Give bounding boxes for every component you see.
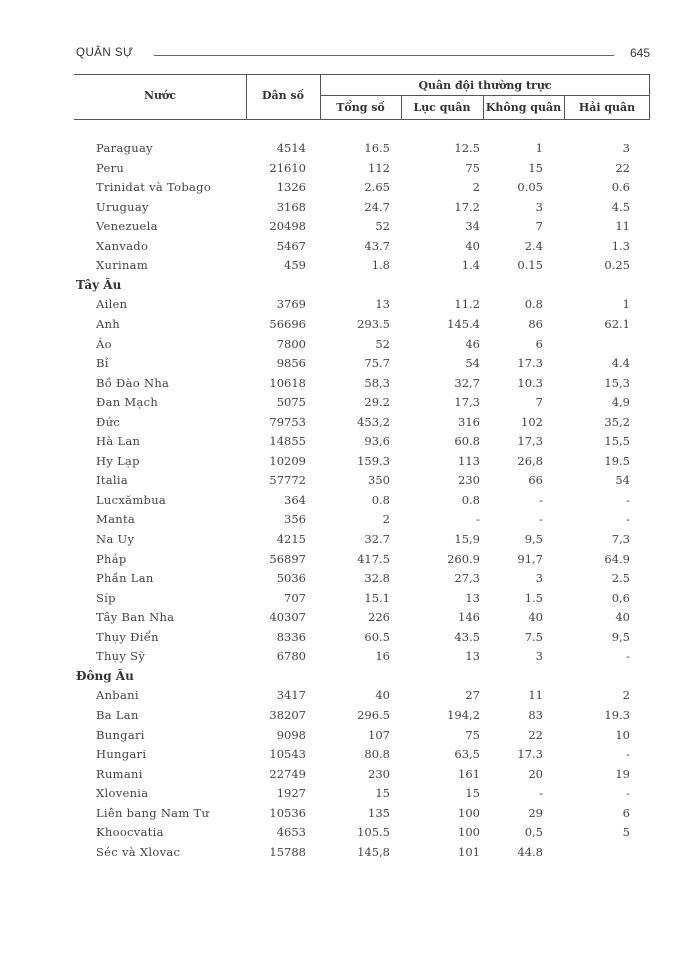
airforce-cell: 9,5 [524, 532, 543, 546]
subheader-rule [320, 95, 649, 96]
navy-cell: 2.5 [611, 571, 630, 585]
country-name: Manta [96, 512, 136, 526]
army-cell: 54 [465, 356, 480, 370]
col-header-country: Nước [143, 89, 177, 102]
table-row [0, 747, 683, 766]
table-header [74, 74, 650, 120]
army-cell: 15 [465, 786, 480, 800]
table-row [0, 512, 683, 531]
total-cell: 107 [368, 728, 390, 742]
population-cell: 57772 [269, 473, 306, 487]
country-name: Venezuela [96, 219, 158, 233]
army-cell: 11.2 [454, 297, 480, 311]
population-cell: 38207 [269, 708, 306, 722]
country-name: Anh [96, 317, 121, 331]
airforce-cell: 66 [528, 473, 543, 487]
table-row [0, 395, 683, 414]
airforce-cell: 7.5 [524, 630, 543, 644]
population-cell: 4653 [276, 825, 306, 839]
country-name: Lucxămbua [96, 493, 167, 507]
col-header-total: Tổng số [336, 101, 385, 114]
army-cell: 100 [458, 806, 480, 820]
country-name: Paraguay [96, 141, 153, 155]
total-cell: 105.5 [357, 825, 390, 839]
country-name: Trinidat và Tobago [96, 180, 212, 194]
table-row [0, 376, 683, 395]
army-cell: 40 [465, 239, 480, 253]
population-cell: 5036 [276, 571, 306, 585]
navy-cell: - [626, 512, 630, 526]
population-cell: 79753 [269, 415, 306, 429]
navy-cell: 1 [622, 297, 630, 311]
total-cell: 43.7 [364, 239, 390, 253]
airforce-cell: 26,8 [517, 454, 543, 468]
country-name: Xurinam [96, 258, 149, 272]
table-row [0, 786, 683, 805]
airforce-cell: 1 [535, 141, 543, 155]
total-cell: 417.5 [357, 552, 390, 566]
table-row [0, 200, 683, 219]
airforce-cell: 17,3 [517, 434, 543, 448]
total-cell: 60.5 [364, 630, 390, 644]
table-row [0, 630, 683, 649]
total-cell: 453,2 [357, 415, 390, 429]
table-row [0, 141, 683, 160]
navy-cell: - [626, 747, 630, 761]
army-cell: 101 [458, 845, 480, 859]
population-cell: 8336 [276, 630, 306, 644]
country-name: Rumani [96, 767, 143, 781]
country-name: Thụy Sỹ [96, 649, 146, 663]
airforce-cell: - [539, 786, 543, 800]
table-row [0, 591, 683, 610]
airforce-cell: 44.8 [517, 845, 543, 859]
total-cell: 2.65 [364, 180, 390, 194]
navy-cell: 4.5 [611, 200, 630, 214]
population-cell: 10618 [269, 376, 306, 390]
table-row [0, 493, 683, 512]
table-row [0, 532, 683, 551]
army-cell: 12.5 [454, 141, 480, 155]
total-cell: 1.8 [371, 258, 390, 272]
total-cell: 52 [375, 337, 390, 351]
country-name: Xlovenia [96, 786, 149, 800]
country-name: Síp [96, 591, 116, 605]
army-cell: 17,3 [454, 395, 480, 409]
population-cell: 9098 [276, 728, 306, 742]
population-cell: 20498 [269, 219, 306, 233]
airforce-cell: 83 [528, 708, 543, 722]
population-cell: 3769 [276, 297, 306, 311]
country-name: Liên bang Nam Tư [96, 806, 210, 820]
navy-cell: - [626, 786, 630, 800]
airforce-cell: 11 [528, 688, 543, 702]
total-cell: 32.7 [364, 532, 390, 546]
table-row [0, 649, 683, 668]
total-cell: 159.3 [357, 454, 390, 468]
navy-cell: 5 [622, 825, 630, 839]
population-cell: 5075 [276, 395, 306, 409]
army-cell: 1.4 [461, 258, 480, 272]
country-name: Ba Lan [96, 708, 139, 722]
population-cell: 10209 [269, 454, 306, 468]
country-name: Hungari [96, 747, 147, 761]
navy-cell: 35,2 [604, 415, 630, 429]
airforce-cell: 86 [528, 317, 543, 331]
army-cell: 75 [465, 161, 480, 175]
airforce-cell: 6 [535, 337, 543, 351]
population-cell: 356 [284, 512, 306, 526]
army-cell: 43.5 [454, 630, 480, 644]
total-cell: 32.8 [364, 571, 390, 585]
total-cell: 75.7 [364, 356, 390, 370]
navy-cell: 0.6 [611, 180, 630, 194]
table-row [0, 552, 683, 571]
country-name: Tây Ban Nha [96, 610, 175, 624]
army-cell: 46 [465, 337, 480, 351]
total-cell: 293.5 [357, 317, 390, 331]
population-cell: 56696 [269, 317, 306, 331]
country-name: Uruguay [96, 200, 149, 214]
total-cell: 0.8 [371, 493, 390, 507]
army-cell: 17.2 [454, 200, 480, 214]
region-heading: Tây Âu [76, 278, 122, 292]
country-name: Xanvado [96, 239, 149, 253]
army-cell: 60.8 [454, 434, 480, 448]
table-row [0, 571, 683, 590]
country-name: Khoocvatia [96, 825, 164, 839]
country-name: Thụy Điển [96, 630, 159, 644]
population-cell: 6780 [276, 649, 306, 663]
army-cell: 34 [465, 219, 480, 233]
population-cell: 10536 [269, 806, 306, 820]
country-name: Bungari [96, 728, 145, 742]
army-cell: 15,9 [454, 532, 480, 546]
country-name: Hà Lan [96, 434, 141, 448]
total-cell: 52 [375, 219, 390, 233]
country-name: Na Uy [96, 532, 135, 546]
navy-cell: 4,9 [611, 395, 630, 409]
total-cell: 40 [375, 688, 390, 702]
population-cell: 3168 [276, 200, 306, 214]
table-row [0, 454, 683, 473]
population-cell: 4215 [276, 532, 306, 546]
total-cell: 24.7 [364, 200, 390, 214]
army-cell: 146 [458, 610, 480, 624]
airforce-cell: 0,5 [524, 825, 543, 839]
country-name: Pháp [96, 552, 127, 566]
airforce-cell: 91,7 [517, 552, 543, 566]
country-name: Ailen [96, 297, 128, 311]
total-cell: 29.2 [364, 395, 390, 409]
airforce-cell: 40 [528, 610, 543, 624]
total-cell: 145,8 [357, 845, 390, 859]
table-row [0, 688, 683, 707]
country-name: Bồ Đào Nha [96, 376, 170, 390]
airforce-cell: 20 [528, 767, 543, 781]
total-cell: 58,3 [364, 376, 390, 390]
navy-cell: 11 [615, 219, 630, 233]
army-cell: 75 [465, 728, 480, 742]
army-cell: 194,2 [447, 708, 480, 722]
navy-cell: 0.25 [604, 258, 630, 272]
army-cell: 161 [458, 767, 480, 781]
navy-cell: 1.3 [611, 239, 630, 253]
airforce-cell: 3 [535, 649, 543, 663]
airforce-cell: 7 [535, 219, 543, 233]
table-row [0, 806, 683, 825]
col-header-airforce: Không quân [485, 101, 562, 114]
navy-cell: 4.4 [611, 356, 630, 370]
navy-cell: 2 [622, 688, 630, 702]
header-rule [154, 55, 614, 56]
airforce-cell: 17.3 [517, 747, 543, 761]
table-row [0, 415, 683, 434]
navy-cell: 3 [622, 141, 630, 155]
running-header [76, 47, 650, 63]
navy-cell: 62.1 [604, 317, 630, 331]
airforce-cell: - [539, 512, 543, 526]
col-header-army: Lục quân [413, 101, 471, 114]
table-row [0, 434, 683, 453]
col-header-navy: Hải quân [578, 101, 636, 114]
navy-cell: 15,5 [604, 434, 630, 448]
section-title: QUÂN SỰ [76, 47, 134, 59]
country-name: Hy Lạp [96, 454, 140, 468]
total-cell: 2 [382, 512, 390, 526]
col-header-population: Dân số [261, 89, 305, 102]
population-cell: 707 [284, 591, 306, 605]
population-cell: 14855 [269, 434, 306, 448]
country-name: Séc và Xlovac [96, 845, 181, 859]
navy-cell: 15,3 [604, 376, 630, 390]
population-cell: 56897 [269, 552, 306, 566]
army-cell: 260.9 [447, 552, 480, 566]
table-row [0, 356, 683, 375]
army-cell: 27,3 [454, 571, 480, 585]
table-row [0, 728, 683, 747]
table-row [0, 825, 683, 844]
navy-cell: 19 [615, 767, 630, 781]
country-name: Đức [96, 415, 121, 429]
total-cell: 13 [375, 297, 390, 311]
total-cell: 15 [375, 786, 390, 800]
airforce-cell: 17.3 [517, 356, 543, 370]
navy-cell: 7,3 [611, 532, 630, 546]
army-cell: 113 [458, 454, 480, 468]
airforce-cell: 7 [535, 395, 543, 409]
army-cell: - [476, 512, 480, 526]
population-cell: 15788 [269, 845, 306, 859]
table-row [0, 239, 683, 258]
table-row [0, 219, 683, 238]
country-name: Italia [96, 473, 129, 487]
region-heading: Đông Âu [76, 669, 134, 683]
population-cell: 364 [284, 493, 306, 507]
table-row [0, 180, 683, 199]
army-cell: 13 [465, 649, 480, 663]
airforce-cell: 1.5 [524, 591, 543, 605]
army-cell: 316 [458, 415, 480, 429]
navy-cell: 19.3 [604, 708, 630, 722]
navy-cell: 10 [615, 728, 630, 742]
navy-cell: 9,5 [611, 630, 630, 644]
airforce-cell: 2.4 [524, 239, 543, 253]
airforce-cell: 15 [528, 161, 543, 175]
population-cell: 9856 [276, 356, 306, 370]
army-cell: 2 [472, 180, 480, 194]
total-cell: 226 [368, 610, 390, 624]
airforce-cell: 29 [528, 806, 543, 820]
navy-cell: 19.5 [604, 454, 630, 468]
total-cell: 230 [368, 767, 390, 781]
total-cell: 93,6 [364, 434, 390, 448]
table-row [0, 610, 683, 629]
navy-cell: 40 [615, 610, 630, 624]
navy-cell: 6 [622, 806, 630, 820]
airforce-cell: 0.8 [524, 297, 543, 311]
country-name: Áo [96, 337, 112, 351]
army-cell: 63,5 [454, 747, 480, 761]
population-cell: 459 [284, 258, 306, 272]
total-cell: 296.5 [357, 708, 390, 722]
airforce-cell: 0.15 [517, 258, 543, 272]
country-name: Peru [96, 161, 125, 175]
population-cell: 10543 [269, 747, 306, 761]
population-cell: 1326 [276, 180, 306, 194]
army-cell: 13 [465, 591, 480, 605]
table-row [0, 473, 683, 492]
total-cell: 350 [368, 473, 390, 487]
airforce-cell: 0.05 [517, 180, 543, 194]
population-cell: 7800 [276, 337, 306, 351]
table-row [0, 317, 683, 336]
population-cell: 1927 [276, 786, 306, 800]
army-cell: 100 [458, 825, 480, 839]
country-name: Phần Lan [96, 571, 154, 585]
airforce-cell: 3 [535, 571, 543, 585]
navy-cell: - [626, 649, 630, 663]
army-cell: 27 [465, 688, 480, 702]
table-row [0, 845, 683, 864]
navy-cell: 22 [615, 161, 630, 175]
population-cell: 5467 [276, 239, 306, 253]
table-row [0, 708, 683, 727]
total-cell: 16.5 [364, 141, 390, 155]
airforce-cell: 22 [528, 728, 543, 742]
total-cell: 112 [368, 161, 390, 175]
table-row [0, 337, 683, 356]
country-name: Đan Mạch [96, 395, 159, 409]
navy-cell: 54 [615, 473, 630, 487]
country-name: Bỉ [96, 356, 109, 370]
airforce-cell: - [539, 493, 543, 507]
col-header-standing-army: Quân đội thường trực [418, 79, 552, 92]
total-cell: 135 [368, 806, 390, 820]
airforce-cell: 10.3 [517, 376, 543, 390]
table-row [0, 297, 683, 316]
total-cell: 16 [375, 649, 390, 663]
navy-cell: 0,6 [611, 591, 630, 605]
population-cell: 21610 [269, 161, 306, 175]
total-cell: 80.8 [364, 747, 390, 761]
population-cell: 4514 [276, 141, 306, 155]
navy-cell: 64.9 [604, 552, 630, 566]
country-name: Anbani [96, 688, 139, 702]
navy-cell: - [626, 493, 630, 507]
population-cell: 3417 [276, 688, 306, 702]
army-cell: 230 [458, 473, 480, 487]
army-cell: 32,7 [454, 376, 480, 390]
table-row [0, 161, 683, 180]
total-cell: 15.1 [364, 591, 390, 605]
army-cell: 145.4 [447, 317, 480, 331]
army-cell: 0.8 [461, 493, 480, 507]
table-row [0, 258, 683, 277]
population-cell: 22749 [269, 767, 306, 781]
airforce-cell: 3 [535, 200, 543, 214]
table-row [0, 767, 683, 786]
page-number: 645 [629, 46, 650, 60]
population-cell: 40307 [269, 610, 306, 624]
airforce-cell: 102 [521, 415, 543, 429]
